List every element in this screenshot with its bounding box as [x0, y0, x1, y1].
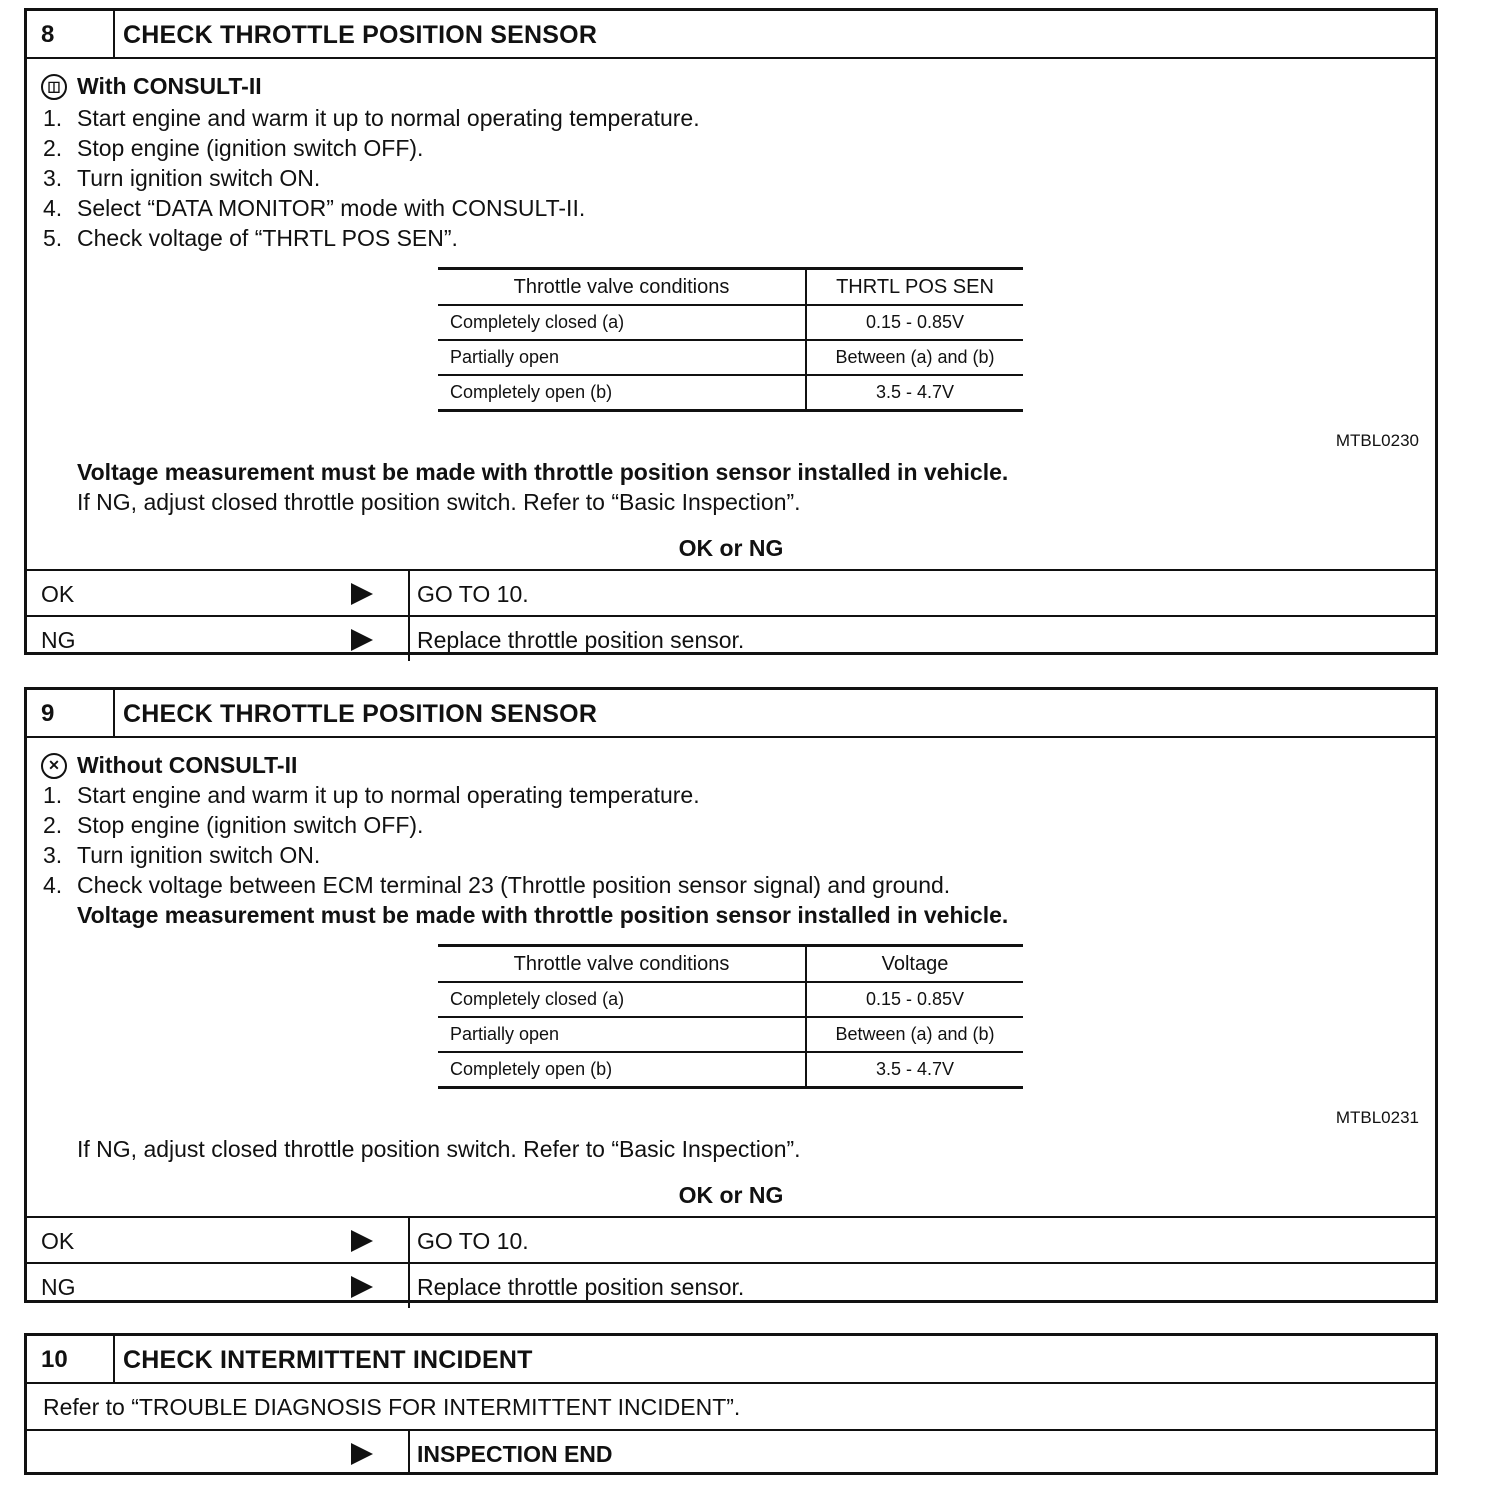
- step-number: 8: [27, 11, 115, 57]
- result-action: INSPECTION END: [417, 1441, 613, 1467]
- table-cell: Partially open: [438, 340, 806, 375]
- table-row: [438, 1052, 1023, 1088]
- table-cell: Between (a) and (b): [806, 1017, 1023, 1052]
- step-body: [27, 1384, 1435, 1429]
- step-number: 9: [27, 690, 115, 736]
- result-condition: NG: [41, 1274, 76, 1300]
- table-cell: Completely open (b): [438, 375, 806, 411]
- result-row-end: [27, 1429, 1435, 1475]
- table-cell: Between (a) and (b): [806, 340, 1023, 375]
- result-action: Replace throttle position sensor.: [417, 1274, 745, 1300]
- instruction-line: 2. Stop engine (ignition switch OFF).: [43, 135, 424, 161]
- step-body: [27, 59, 1435, 569]
- ok-or-ng-label: OK or NG: [678, 1182, 784, 1208]
- caution-note: Voltage measurement must be made with throttle position sensor installed in vehicle.: [77, 902, 1009, 928]
- result-condition: OK: [41, 1228, 75, 1254]
- table-cell: Completely open (b): [438, 1052, 806, 1088]
- table-row: [438, 982, 1023, 1017]
- table-cell: 3.5 - 4.7V: [806, 1052, 1023, 1088]
- step-number: 10: [27, 1336, 115, 1382]
- result-condition: NG: [41, 627, 76, 653]
- table-header: Voltage: [881, 952, 949, 975]
- instruction-line: 1. Start engine and warm it up to normal operating temperature.: [43, 782, 700, 808]
- table-header: THRTL POS SEN: [836, 275, 994, 298]
- reference-text: Refer to “TROUBLE DIAGNOSIS FOR INTERMITTENT INCIDENT”.: [43, 1394, 741, 1420]
- table-row: [438, 340, 1023, 375]
- step-9-box: [24, 687, 1438, 1303]
- result-action: Replace throttle position sensor.: [417, 627, 745, 653]
- instruction-line: 4. Select “DATA MONITOR” mode with CONSULT-II.: [43, 195, 586, 221]
- figure-ref: MTBL0230: [1335, 431, 1419, 450]
- table-cell: Partially open: [438, 1017, 806, 1052]
- table-row: [438, 305, 1023, 340]
- step-title: CHECK INTERMITTENT INCIDENT: [123, 1346, 533, 1374]
- table-header-row: [438, 269, 1023, 306]
- table-cell: Completely closed (a): [438, 982, 806, 1017]
- result-condition: OK: [41, 581, 75, 607]
- ng-note: If NG, adjust closed throttle position switch. Refer to “Basic Inspection”.: [77, 489, 801, 515]
- table-header: Throttle valve conditions: [438, 946, 806, 983]
- ok-or-ng-label: OK or NG: [678, 535, 784, 561]
- mode-label: ✕ Without CONSULT-II: [41, 752, 297, 779]
- result-row-ng: [27, 1262, 1435, 1308]
- step-8-box: [24, 8, 1438, 655]
- instruction-line: 3. Turn ignition switch ON.: [43, 842, 321, 868]
- instruction-line: 3. Turn ignition switch ON.: [43, 165, 321, 191]
- table-row: [438, 1017, 1023, 1052]
- instruction-line: 1. Start engine and warm it up to normal operating temperature.: [43, 105, 700, 131]
- table-header: Throttle valve conditions: [438, 269, 806, 306]
- mode-label: ◫ With CONSULT-II: [41, 73, 262, 100]
- arrow-right-icon: [351, 1276, 373, 1298]
- step-header: [27, 690, 1435, 738]
- step-header: [27, 1336, 1435, 1384]
- figure-ref: MTBL0231: [1335, 1108, 1419, 1127]
- result-action: GO TO 10.: [417, 1228, 529, 1254]
- step-title: CHECK THROTTLE POSITION SENSOR: [123, 21, 598, 49]
- arrow-right-icon: [351, 583, 373, 605]
- instruction-line: 5. Check voltage of “THRTL POS SEN”.: [43, 225, 458, 251]
- step-title: CHECK THROTTLE POSITION SENSOR: [123, 700, 598, 728]
- spec-table: [438, 944, 1023, 1089]
- result-row-ng: [27, 615, 1435, 661]
- ng-note: If NG, adjust closed throttle position switch. Refer to “Basic Inspection”.: [77, 1136, 801, 1162]
- step-body: [27, 738, 1435, 1216]
- arrow-right-icon: [351, 629, 373, 651]
- result-row-ok: [27, 569, 1435, 615]
- step-header: [27, 11, 1435, 59]
- result-action: GO TO 10.: [417, 581, 529, 607]
- spec-table: [438, 267, 1023, 412]
- table-header-row: [438, 946, 1023, 983]
- instruction-line: 2. Stop engine (ignition switch OFF).: [43, 812, 424, 838]
- result-row-ok: [27, 1216, 1435, 1262]
- table-cell: Completely closed (a): [438, 305, 806, 340]
- table-cell: 3.5 - 4.7V: [806, 375, 1023, 411]
- table-row: [438, 375, 1023, 411]
- table-cell: 0.15 - 0.85V: [806, 305, 1023, 340]
- caution-note: Voltage measurement must be made with throttle position sensor installed in vehicle.: [77, 459, 1009, 485]
- no-consult-icon: ✕: [41, 753, 67, 779]
- arrow-right-icon: [351, 1443, 373, 1465]
- consult-icon: ◫: [41, 74, 67, 100]
- table-cell: 0.15 - 0.85V: [806, 982, 1023, 1017]
- arrow-right-icon: [351, 1230, 373, 1252]
- instruction-line: 4. Check voltage between ECM terminal 23 (Throttle position sensor signal) and ground.: [43, 872, 951, 898]
- step-10-box: [24, 1333, 1438, 1475]
